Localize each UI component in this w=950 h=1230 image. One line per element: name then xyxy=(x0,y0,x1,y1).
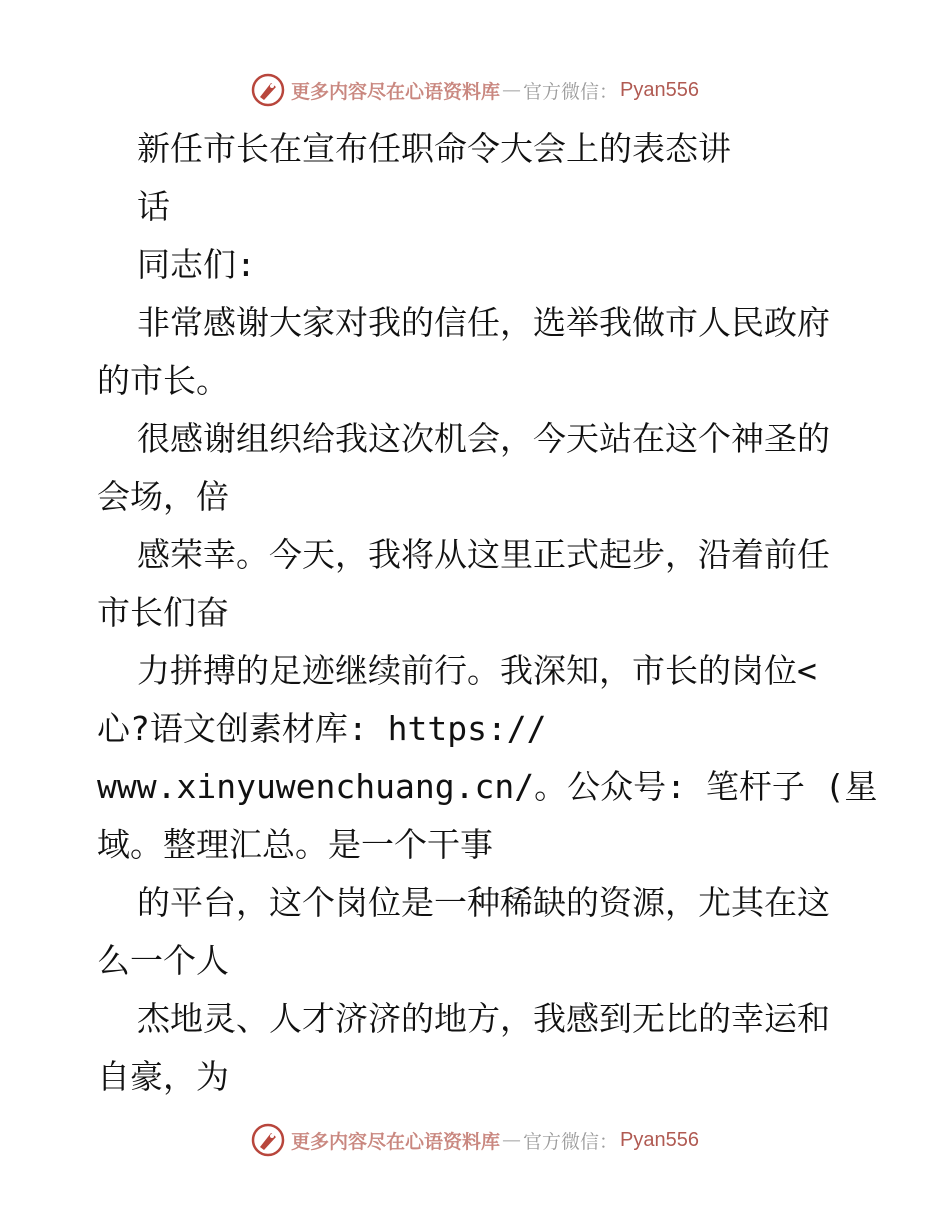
header-banner xyxy=(0,70,950,110)
pen-nib-logo-icon xyxy=(251,73,285,107)
body-line: www.xinyuwenchuang.cn/。公众号: 笔杆子 (星 xyxy=(97,767,878,806)
title-line-2: 话 xyxy=(137,187,170,226)
body-line: 心?语文创素材库: https:// xyxy=(97,709,547,748)
body-line: 非常感谢大家对我的信任，选举我做市人民政府 xyxy=(137,303,830,342)
banner-library-text: 更多内容尽在心语资料库 xyxy=(291,80,501,103)
body-line: 杰地灵、人才济济的地方，我感到无比的幸运和 xyxy=(137,999,830,1038)
title-line-1: 新任市长在宣布任职命令大会上的表态讲 xyxy=(137,129,731,168)
banner-wechat-id: Pyan556 xyxy=(620,1128,699,1151)
body-line: 很感谢组织给我这次机会，今天站在这个神圣的 xyxy=(137,419,830,458)
salutation: 同志们: xyxy=(137,245,256,284)
body-line: 的平台，这个岗位是一种稀缺的资源，尤其在这 xyxy=(137,883,830,922)
body-line: 会场，倍 xyxy=(97,477,229,516)
document-body xyxy=(97,120,878,1106)
body-line: 感荣幸。今天，我将从这里正式起步，沿着前任 xyxy=(137,535,830,574)
pen-nib-logo-icon xyxy=(251,1123,285,1157)
body-line: 自豪，为 xyxy=(97,1057,229,1096)
banner-wechat-id: Pyan556 xyxy=(620,78,699,101)
banner-wechat-label: 官方微信： xyxy=(523,80,619,103)
footer-banner xyxy=(0,1120,950,1160)
body-line: 市长们奋 xyxy=(97,593,229,632)
banner-library-text: 更多内容尽在心语资料库 xyxy=(291,1130,501,1153)
banner-separator: — xyxy=(502,79,522,101)
banner-separator: — xyxy=(502,1129,522,1151)
body-line: 么一个人 xyxy=(97,941,229,980)
body-line: 的市长。 xyxy=(97,361,229,400)
banner-wechat-label: 官方微信： xyxy=(523,1130,619,1153)
body-line: 域。整理汇总。是一个干事 xyxy=(97,825,493,864)
body-line: 力拼搏的足迹继续前行。我深知，市长的岗位< xyxy=(137,651,817,690)
